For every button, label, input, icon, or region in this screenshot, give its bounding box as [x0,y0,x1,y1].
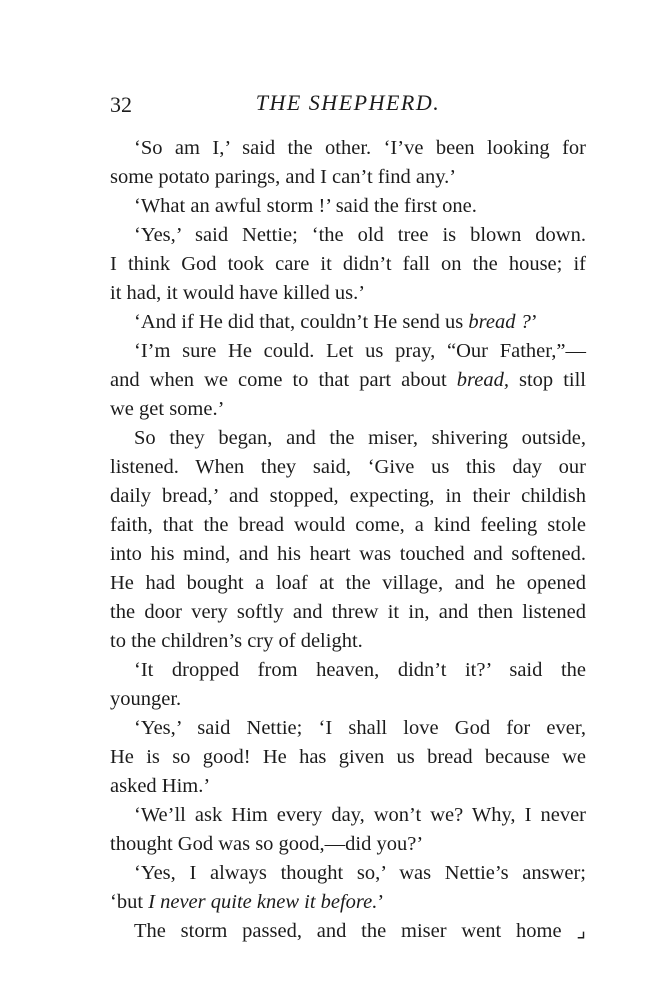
text-line: The storm passed, and the miser went home ⌟ [134,920,586,942]
text-run: stop till [508,369,586,391]
text-line: into his mind, and his heart was touched and softened. [110,543,586,565]
text-line: some potato parings, and I can’t find any.’ [110,166,457,188]
text-line: ‘We’ll ask Him every day, won’t we? Why, I never [134,804,586,826]
text-line: ‘What an awful storm !’ said the first one. [134,195,477,217]
text-line: we get some.’ [110,398,225,420]
text-line: ‘I’m sure He could. Let us pray, “Our Father,”— [134,340,586,362]
text-line: younger. [110,688,182,710]
text-line: thought God was so good,—did you?’ [110,833,424,855]
text-line: ‘Yes,’ said Nettie; ‘the old tree is blown down. [134,224,586,246]
text-line: I think God took care it didn’t fall on the house; if [110,253,586,275]
text-line: asked Him.’ [110,775,211,797]
text-run: ‘And if He did that, couldn’t He send us [134,311,469,333]
text-line: So they began, and the miser, shivering outside, [134,427,586,449]
text-line: faith, that the bread would come, a kind feeling stole [110,514,586,536]
italic-text: bread, [456,369,509,391]
text-run: ‘but [110,891,149,913]
text-line: ‘Yes, I always thought so,’ was Nettie’s answer; [134,862,586,884]
text-run: and when we come to that part about [110,369,457,391]
text-line: ‘Yes,’ said Nettie; ‘I shall love God for ever, [134,717,586,739]
text-line: He is so good! He has given us bread because we [110,746,586,768]
text-line: the door very softly and threw it in, and then listened [110,601,586,623]
text-run: ’ [530,311,538,333]
page-number: 32 [110,92,132,117]
running-title: THE SHEPHERD. [255,90,441,115]
text-line: to the children’s cry of delight. [110,630,363,652]
text-line: it had, it would have killed us.’ [110,282,366,304]
text-line: listened. When they said, ‘Give us this day our [110,456,586,478]
text-line [110,888,586,917]
text-line: daily bread,’ and stopped, expecting, in their childish [110,485,586,507]
page-header [110,90,586,130]
text-line: He had bought a loaf at the village, and he opened [110,572,586,594]
text-line [110,308,586,337]
text-line: ‘So am I,’ said the other. ‘I’ve been looking for [134,137,586,159]
text-run: ’ [377,891,385,913]
italic-text: bread ? [468,311,531,333]
text-line [110,366,586,395]
italic-text: I never quite knew it before. [148,891,378,913]
text-line: ‘It dropped from heaven, didn’t it?’ said the [134,659,586,681]
